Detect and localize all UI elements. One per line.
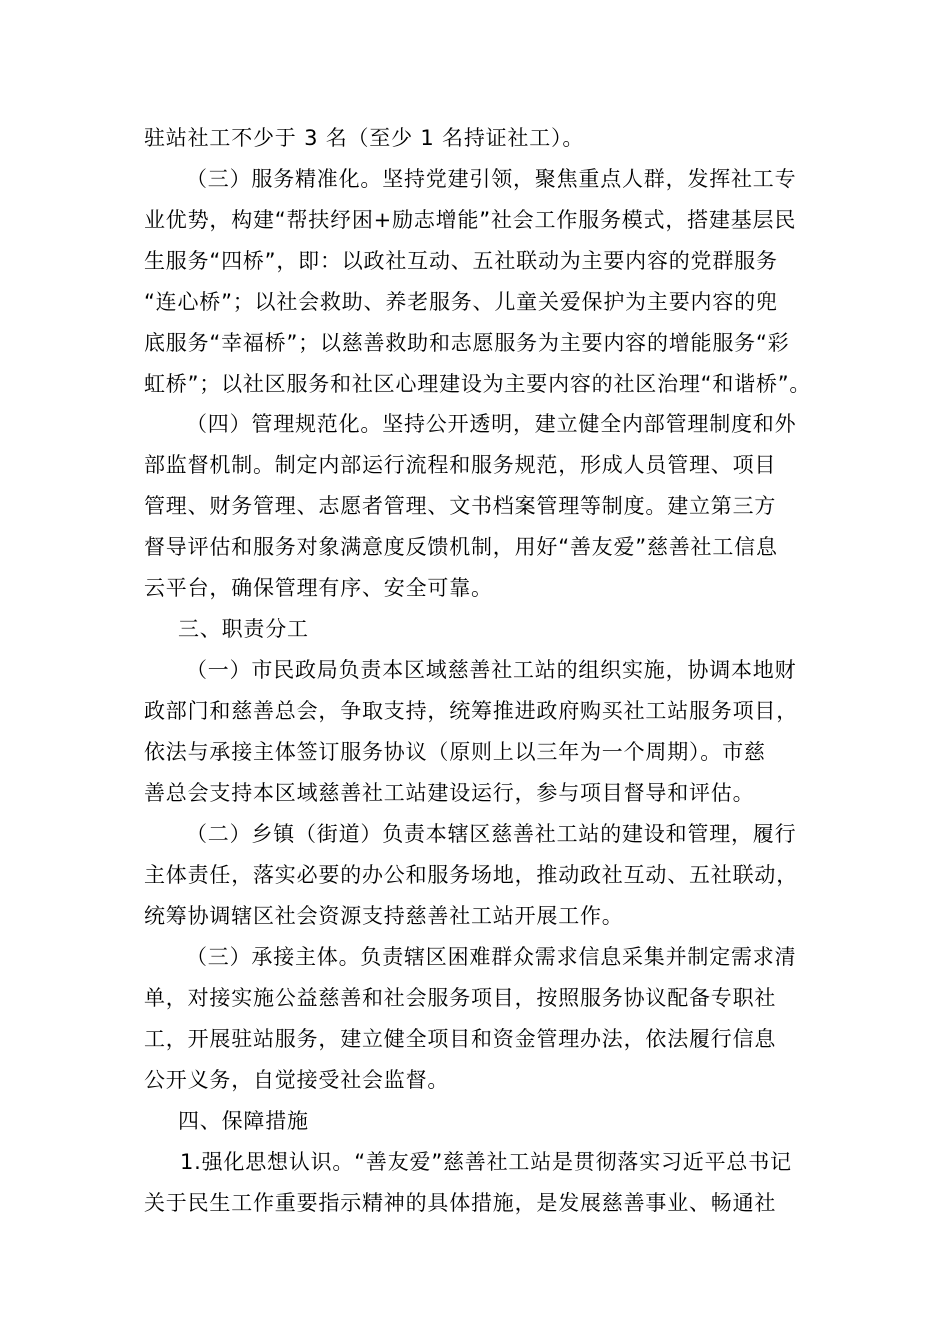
section-heading: 四、保障措施 [178,1109,309,1133]
text-line: 督导评估和服务对象满意度反馈机制，用好“善友爱”慈善社工信息 [144,535,778,559]
text-line: 生服务“四桥”，即：以政社互动、五社联动为主要内容的党群服务 [144,249,778,273]
text-line: 底服务“幸福桥”；以慈善救助和志愿服务为主要内容的增能服务“彩 [144,331,790,355]
text-line: 业优势，构建“帮扶纾困+励志增能”社会工作服务模式，搭建基层民 [144,208,797,232]
text-line: 统筹协调辖区社会资源支持慈善社工站开展工作。 [144,904,624,928]
paragraph-start-line: （四）管理规范化。坚持公开透明，建立健全内部管理制度和外 [186,412,797,436]
text-line: 部监督机制。制定内部运行流程和服务规范，形成人员管理、项目 [144,453,777,477]
text-line: 依法与承接主体签订服务协议（原则上以三年为一个周期）。市慈 [144,740,766,764]
text-line: 单，对接实施公益慈善和社会服务项目，按照服务协议配备专职社 [144,986,777,1010]
section-heading: 三、职责分工 [178,617,309,641]
paragraph-start-line: 1.强化思想认识。“善友爱”慈善社工站是贯彻落实习近平总书记 [180,1150,792,1174]
text-line: 驻站社工不少于 3 名（至少 1 名持证社工）。 [144,126,585,150]
text-line: 善总会支持本区域慈善社工站建设运行，参与项目督导和评估。 [144,781,755,805]
text-line: 关于民生工作重要指示精神的具体措施，是发展慈善事业、畅通社 [144,1191,777,1215]
paragraph-start-line: （三）承接主体。负责辖区困难群众需求信息采集并制定需求清 [186,945,797,969]
text-line: 云平台，确保管理有序、安全可靠。 [144,576,493,600]
paragraph-start-line: （二）乡镇（街道）负责本辖区慈善社工站的建设和管理，履行 [186,822,797,846]
text-line: 工，开展驻站服务，建立健全项目和资金管理办法，依法履行信息 [144,1027,777,1051]
paragraph-start-line: （一）市民政局负责本区域慈善社工站的组织实施，协调本地财 [186,658,797,682]
text-line: 管理、财务管理、志愿者管理、文书档案管理等制度。建立第三方 [144,494,777,518]
text-line: 虹桥”；以社区服务和社区心理建设为主要内容的社区治理“和谐桥”。 [144,372,812,396]
text-line: 公开义务，自觉接受社会监督。 [144,1068,450,1092]
text-line: 主体责任，落实必要的办公和服务场地，推动政社互动、五社联动， [144,863,798,887]
text-line: 政部门和慈善总会，争取支持，统筹推进政府购买社工站服务项目， [144,699,798,723]
paragraph-start-line: （三）服务精准化。坚持党建引领，聚焦重点人群，发挥社工专 [186,167,797,191]
text-line: “连心桥”；以社会救助、养老服务、儿童关爱保护为主要内容的兜 [144,290,778,314]
